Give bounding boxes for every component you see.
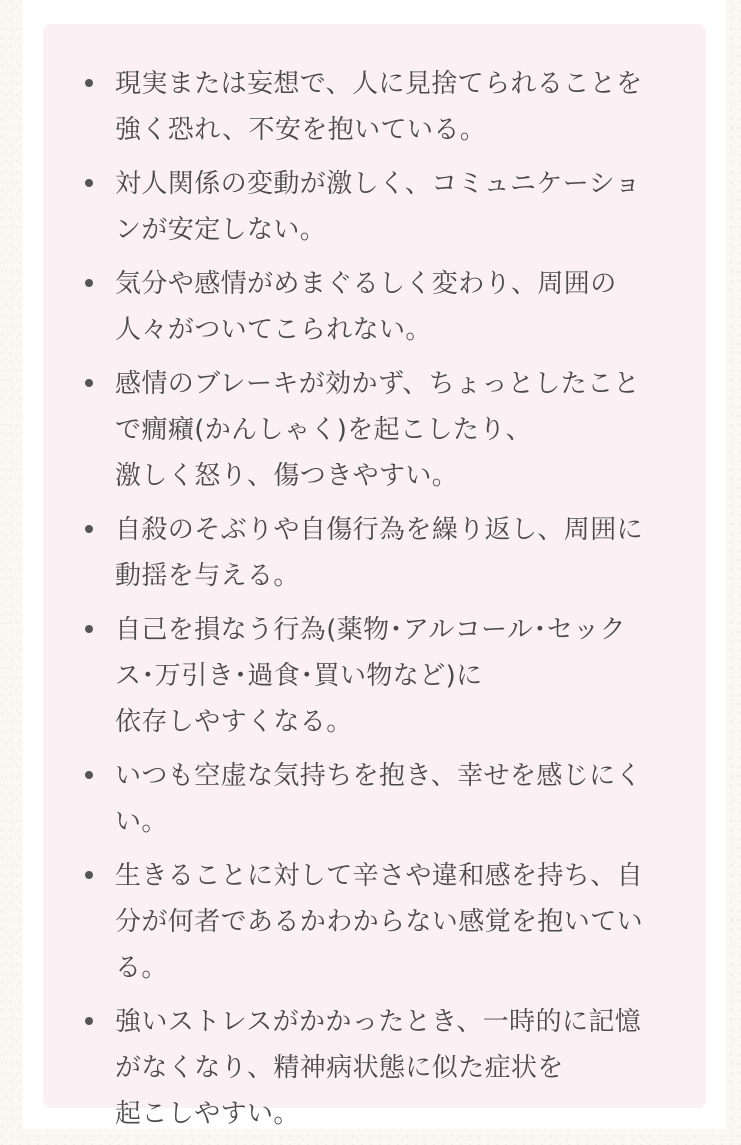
list-item-text: 自殺のそぶりや自傷行為を繰り返し、周囲に [115,515,644,545]
list-item-text: 強いストレスがかかったとき、一時的に記憶 [115,1007,642,1037]
list-item [43,999,706,1137]
list-item [43,61,706,153]
symptom-list-box [43,24,706,1129]
bullet-icon [85,79,93,87]
bullet-icon [85,279,93,287]
list-item-text: ンが安定しない。 [115,215,327,245]
list-item-text: で癇癪(かんしゃく)を起こしたり、 [115,415,533,445]
list-item [43,753,706,845]
bullet-icon [85,625,93,633]
symptom-list [43,61,706,1145]
list-item-text: 起こしやすい。 [115,1099,300,1129]
list-item-text: い。 [115,807,168,837]
list-item-text: 現実または妄想で、人に見捨てられることを [115,69,643,99]
list-item [43,507,706,599]
list-item-text: 自己を損なう行為(薬物･アルコール･セック [115,615,626,645]
bullet-icon [85,1017,93,1025]
list-item [43,161,706,253]
list-item-text: 気分や感情がめまぐるしく変わり、周囲の [115,269,617,299]
list-item [43,361,706,499]
list-item-text: る。 [115,953,168,983]
list-item-text: 分が何者であるかわからない感覚を抱いてい [115,907,644,937]
list-item-text: 人々がついてこられない。 [115,315,432,345]
list-item [43,853,706,991]
bullet-icon [85,525,93,533]
list-item [43,261,706,353]
bullet-icon [85,379,93,387]
list-item-text: 対人関係の変動が激しく、コミュニケーショ [115,169,641,199]
bullet-icon [85,179,93,187]
list-item-text: 感情のブレーキが効かず、ちょっとしたこと [115,369,640,399]
bullet-icon [85,871,93,879]
bullet-icon [85,771,93,779]
list-item-text: 強く恐れ、不安を抱いている。 [115,115,487,145]
list-item-text: 動揺を与える。 [115,561,300,591]
list-item-text: いつも空虚な気持ちを抱き、幸せを感じにく [115,761,642,791]
content-column [23,0,726,1129]
list-item-text: 生きることに対して辛さや違和感を持ち、自 [115,861,644,891]
list-item [43,607,706,745]
list-item-text: 激しく怒り、傷つきやすい。 [115,461,459,491]
list-item-text: ス･万引き･過食･買い物など)に [115,661,483,691]
list-item-text: 依存しやすくなる。 [115,707,353,737]
list-item-text: がなくなり、精神病状態に似た症状を [115,1053,564,1083]
